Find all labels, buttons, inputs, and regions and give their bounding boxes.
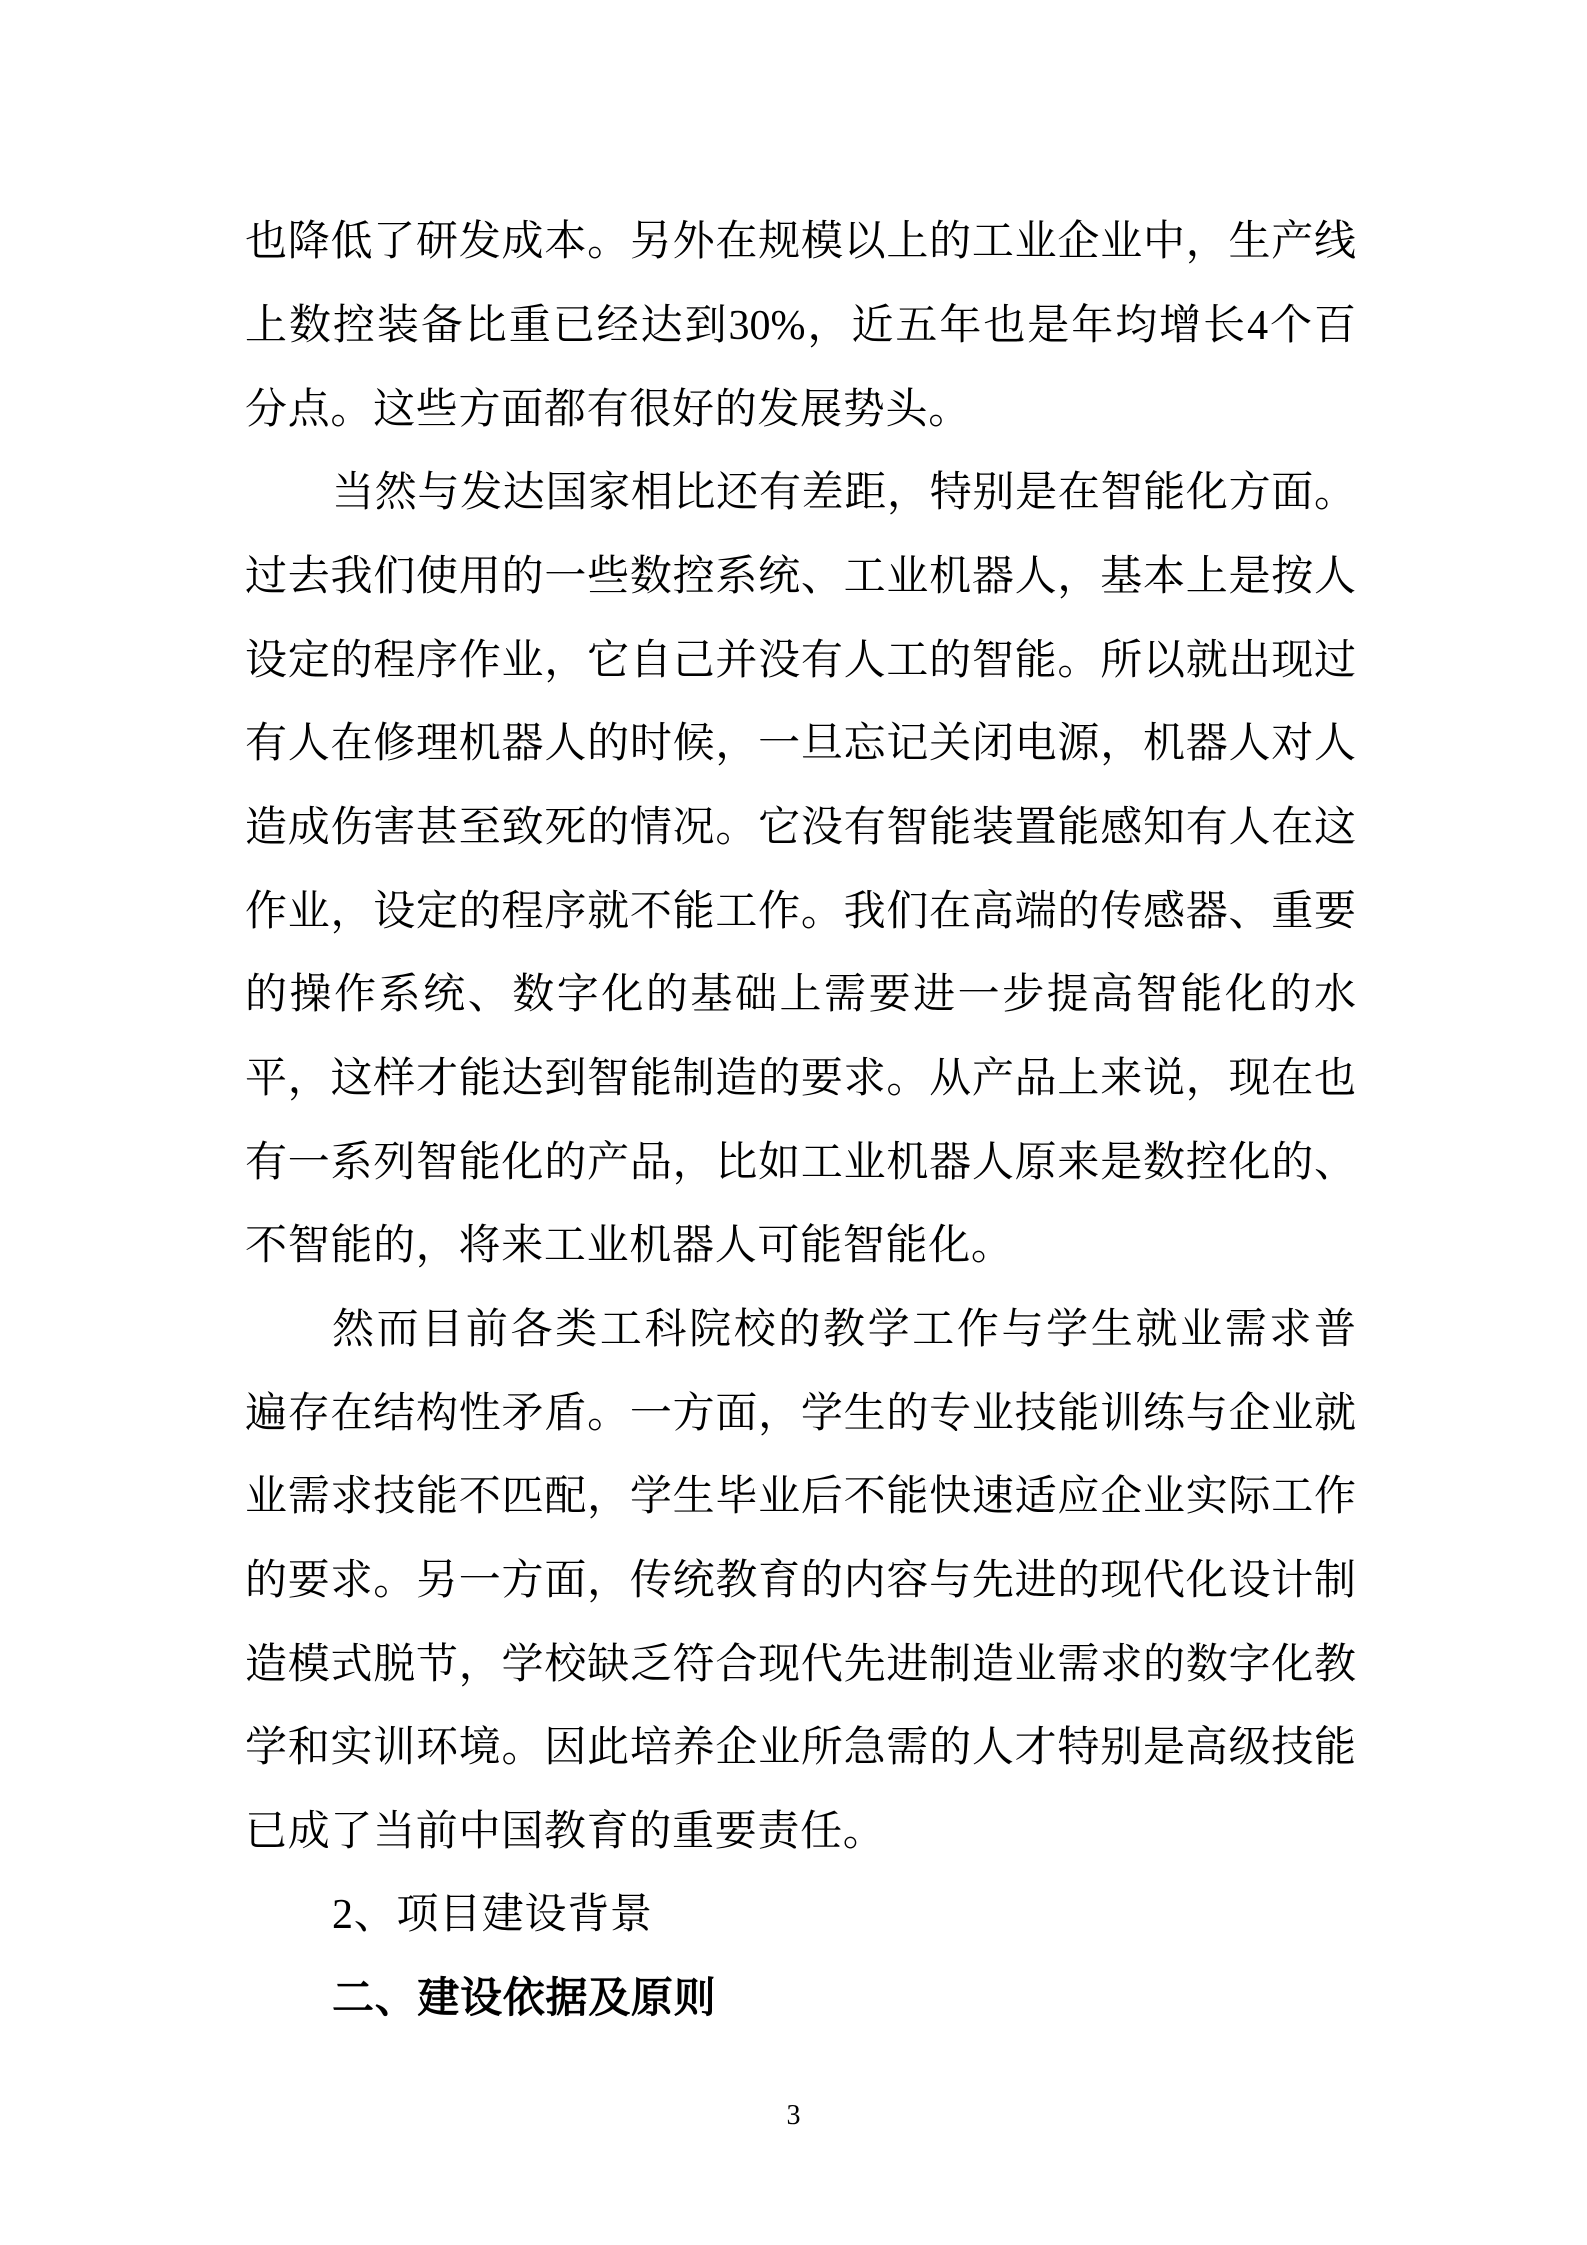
text-line: 当然与发达国家相比还有差距，特别是在智能化方面。 — [332, 470, 1356, 516]
page-number: 3 — [786, 2100, 801, 2131]
text-line: 然而目前各类工科院校的教学工作与学生就业需求普 — [332, 1307, 1356, 1353]
text-line: 有一系列智能化的产品，比如工业机器人原来是数控化的、 — [245, 1140, 1356, 1186]
text-line: 的操作系统、数字化的基础上需要进一步提高智能化的水 — [245, 972, 1356, 1018]
text-line: 过去我们使用的一些数控系统、工业机器人，基本上是按人 — [245, 554, 1356, 600]
text-line: 不智能的，将来工业机器人可能智能化。 — [245, 1223, 1014, 1269]
text-line: 上数控装备比重已经达到30%，近五年也是年均增长4个百 — [245, 303, 1356, 349]
text-line: 平，这样才能达到智能制造的要求。从产品上来说，现在也 — [245, 1056, 1356, 1102]
section-heading-basis-principles: 二、建设依据及原则 — [332, 1976, 717, 2022]
text-line: 造成伤害甚至致死的情况。它没有智能装置能感知有人在这 — [245, 805, 1356, 851]
text-line: 学和实训环境。因此培养企业所急需的人才特别是高级技能 — [245, 1725, 1356, 1771]
text-line: 已成了当前中国教育的重要责任。 — [245, 1809, 886, 1855]
text-line: 也降低了研发成本。另外在规模以上的工业企业中，生产线 — [245, 219, 1356, 265]
text-line: 遍存在结构性矛盾。一方面，学生的专业技能训练与企业就 — [245, 1391, 1356, 1437]
section-heading-background: 2、项目建设背景 — [332, 1892, 653, 1938]
text-line: 作业，设定的程序就不能工作。我们在高端的传感器、重要 — [245, 889, 1356, 935]
text-line: 分点。这些方面都有很好的发展势头。 — [245, 387, 971, 433]
text-line: 有人在修理机器人的时候，一旦忘记关闭电源，机器人对人 — [245, 721, 1356, 767]
text-line: 造模式脱节，学校缺乏符合现代先进制造业需求的数字化教 — [245, 1642, 1356, 1688]
text-line: 设定的程序作业，它自己并没有人工的智能。所以就出现过 — [245, 638, 1356, 684]
text-line: 业需求技能不匹配，学生毕业后不能快速适应企业实际工作 — [245, 1474, 1356, 1520]
text-line: 的要求。另一方面，传统教育的内容与先进的现代化设计制 — [245, 1558, 1356, 1604]
